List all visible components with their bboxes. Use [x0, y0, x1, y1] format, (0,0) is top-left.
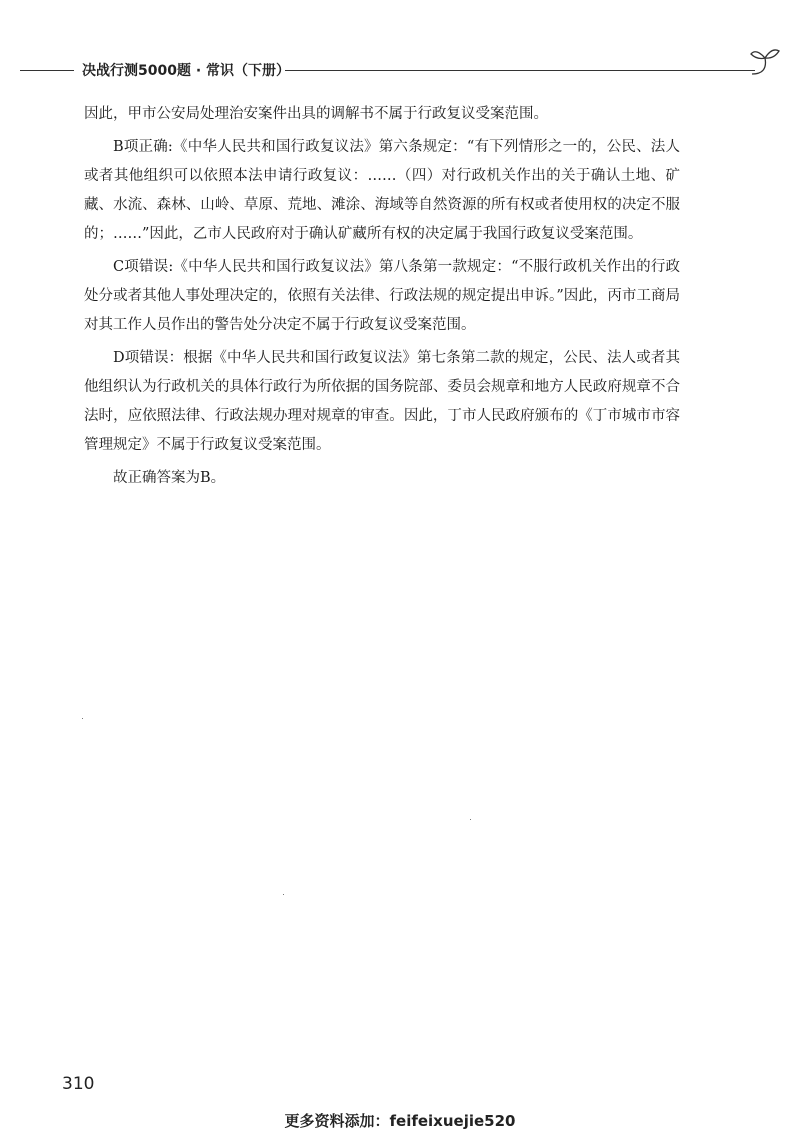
scan-speck [283, 894, 284, 895]
running-header [20, 58, 760, 82]
answer-explanation [84, 100, 680, 497]
scan-speck [470, 819, 471, 820]
paragraph-option-b: B项正确:《中华人民共和国行政复议法》第六条规定：“有下列情形之一的，公民、法人或者其他组织可以依照本法申请行政复议：……（四）对行政机关作出的关于确认土地、矿藏、水流、森林、山岭、草原、荒地、滩涂、海域等自然资源的所有权或者使用权的决定不服的；……”因此，乙市人民政府对于确认矿藏所有权的决定属于我国行政复议受案范围。 [84, 139, 680, 242]
book-title: 决战行测5000题 · 常识（下册） [82, 63, 291, 79]
paragraph-conclusion-a: 因此，甲市公安局处理治安案件出具的调解书不属于行政复议受案范围。 [84, 106, 548, 122]
paragraph-option-d: D项错误：根据《中华人民共和国行政复议法》第七条第二款的规定，公民、法人或者其他组织认为行政机关的具体行政行为所依据的国务院部、委员会规章和地方人民政府规章不合法时，应依照法律、行政法规办理对规章的审查。因此，丁市人民政府颁布的《丁市城市市容管理规定》不属于行政复议受案范围。 [84, 350, 680, 453]
sprout-icon [748, 44, 782, 78]
scan-speck [82, 718, 83, 719]
header-rule-left [20, 70, 74, 71]
paragraph-answer: 故正确答案为B。 [113, 470, 226, 486]
page-number: 310 [62, 1074, 95, 1094]
paragraph-option-c: C项错误:《中华人民共和国行政复议法》第八条第一款规定：“不服行政机关作出的行政处分或者其他人事处理决定的，依照有关法律、行政法规的规定提出申诉。”因此，丙市工商局对其工作人员作出的警告处分决定不属于行政复议受案范围。 [84, 259, 680, 333]
footer-note: 更多资料添加：feifeixuejie520 [284, 1112, 516, 1130]
header-rule-right [285, 70, 755, 71]
